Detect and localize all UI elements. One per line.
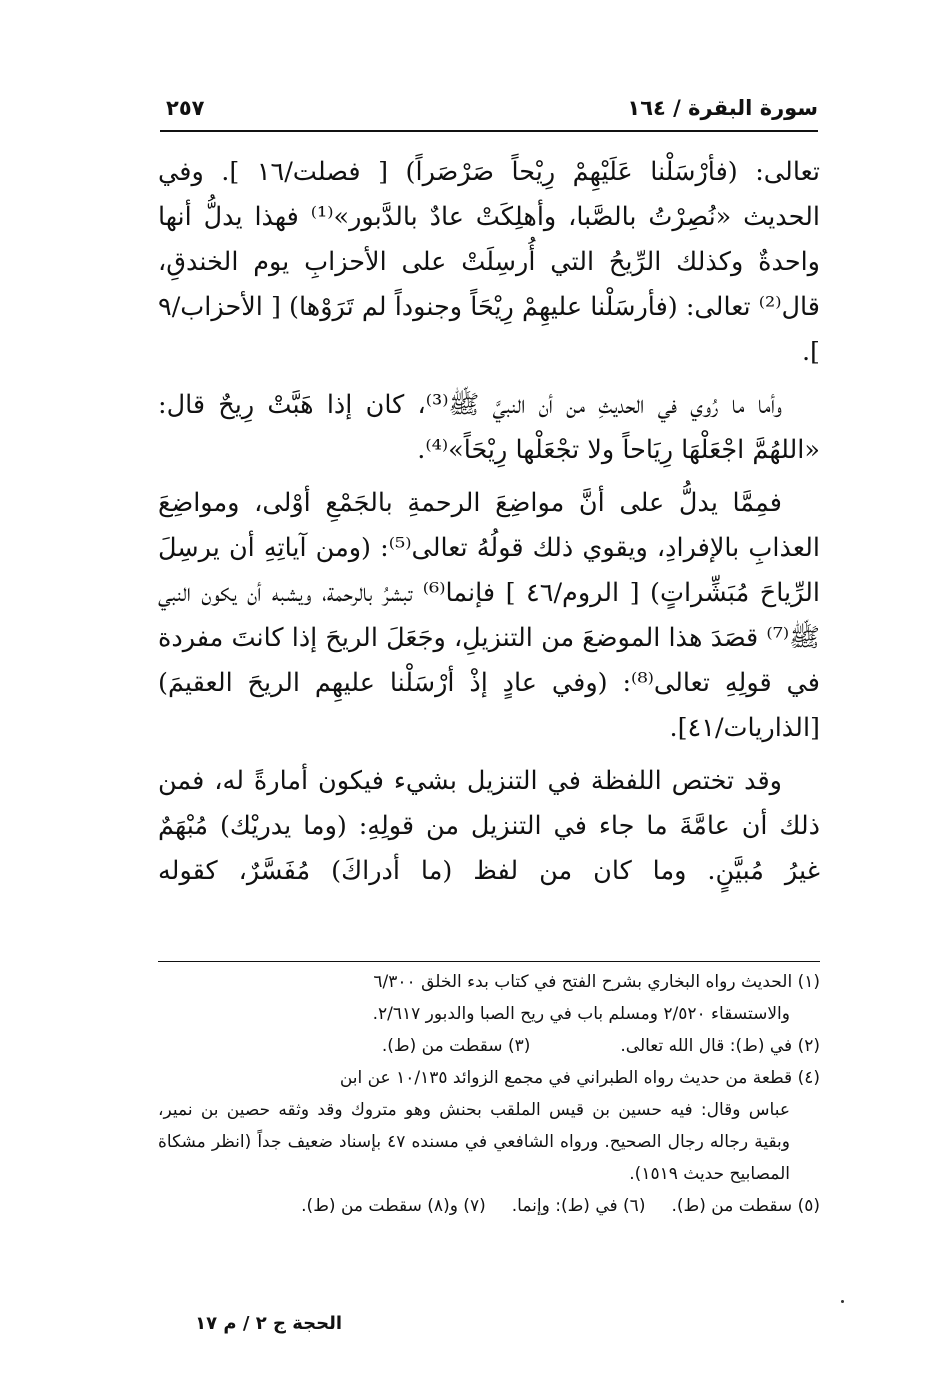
footnote-1-continuation: والاستسقاء ٢/٥٢٠ ومسلم باب في ريح الصبا والدبور ٢/٦١٧. <box>372 1004 790 1024</box>
footnote-2: (٢) في (ط): قال الله تعالى. <box>620 1036 820 1056</box>
footnote-row-2-3 <box>158 1030 820 1062</box>
footnote-5: (٥) سقطت من (ط). <box>671 1196 820 1216</box>
paragraph-2: وأما ما رُوي في الحديثِ من أن النبيَّ ﷺ⁽³⁾، كان إذا هَبَّتْ رِيحٌ قال: «اللهُمَّ اجْعَلْهَا رِيَاحاً ولا تجْعَلْها رِيْحَاً»⁽⁴⁾. <box>158 390 820 465</box>
footnote-4-line: (٤) قطعة من حديث رواه الطبراني في مجمع الزوائد ١٠/١٣٥ عن ابن <box>339 1068 820 1088</box>
footnote-1-line: (١) الحديث رواه البخاري بشرح الفتح في كتاب بدء الخلق ٦/٣٠٠ <box>373 972 820 992</box>
volume-signature: الحجة ج ٢ / م ١٧ <box>195 1313 342 1334</box>
main-text <box>158 150 820 894</box>
footnote-1 <box>158 966 820 1030</box>
footnote-4-continuation: عباس وقال: فيه حسين بن قيس الملقب بحنش وهو متروك وقد وثقه حصين بن نمير، وبقية رجاله رجال الصحيح. ورواه الشافعي في مسنده ٤٧ بإسناد ضعيف جداً (انظر مشكاة المصابيح حديث ١٥١٩). <box>158 1100 790 1184</box>
running-header <box>160 96 818 132</box>
footnote-3: (٣) سقطت من (ط). <box>381 1036 531 1056</box>
footnote-4 <box>158 1062 820 1190</box>
footnote-7-8: (٧) و(٨) سقطت من (ط). <box>301 1196 486 1216</box>
footnotes <box>158 966 820 1222</box>
paragraph-1: تعالى: (فأرْسَلْنا عَلَيْهِمْ رِيْحاً صَرْصَراً) [ فصلت/١٦ ]. وفي الحديث «نُصِرْتُ بالصَّبا، وأهلِكَتْ عادٌ بالدَّبور»⁽¹⁾ فهذا يدلُّ أنها واحدةٌ وكذلك الرِّيحُ التي أُرسِلَتْ على الأحزابِ يوم الخندقِ، قال⁽²⁾ تعالى: (فأرسَلْنا عليهِمْ رِيْحَاً وجنوداً لم تَرَوْها) [ الأحزاب/٩ ]. <box>158 157 820 367</box>
paragraph-3: فمِمَّا يدلُّ على أنَّ مواضِعَ الرحمةِ بالجَمْعِ أوْلى، ومواضِعَ العذابِ بالإفرادِ، ويقوي ذلك قولُهُ تعالى⁽⁵⁾: (ومن آياتِهِ أن يرسِلَ الرِّياحَ مُبَشِّراتٍ) [ الروم/٤٦ ] فإنما⁽⁶⁾ تبشرُ بالرحمة، ويشبه أن يكون النبي ﷺ⁽⁷⁾ قصَدَ هذا الموضعَ من التنزيلِ، وجَعَلَ الريحَ إذا كانتَ مفردة في قولِهِ تعالى⁽⁸⁾: (وفي عادٍ إذْ أرْسَلْنا عليهِم الريحَ العقيمَ) [الذاريات/٤١]. <box>158 488 821 743</box>
footnote-separator <box>158 961 820 962</box>
footnote-6: (٦) في (ط): وإنما. <box>511 1196 646 1216</box>
paragraph-4: وقد تختص اللفظة في التنزيل بشيء فيكون أمارةً له، فمن ذلك أن عامَّةَ ما جاء في التنزيل من قولِهِ: (وما يدريْك) مُبْهَمٌ غيرُ مُبيَّنٍ. وما كان من لفظ (ما أدراكَ) مُفَسَّرٌ، كقوله <box>158 766 820 886</box>
margin-mark <box>841 1300 844 1303</box>
page-number: ٢٥٧ <box>166 96 205 120</box>
footnote-row-5-8 <box>158 1190 820 1222</box>
surah-title: سورة البقرة / ١٦٤ <box>627 96 818 120</box>
